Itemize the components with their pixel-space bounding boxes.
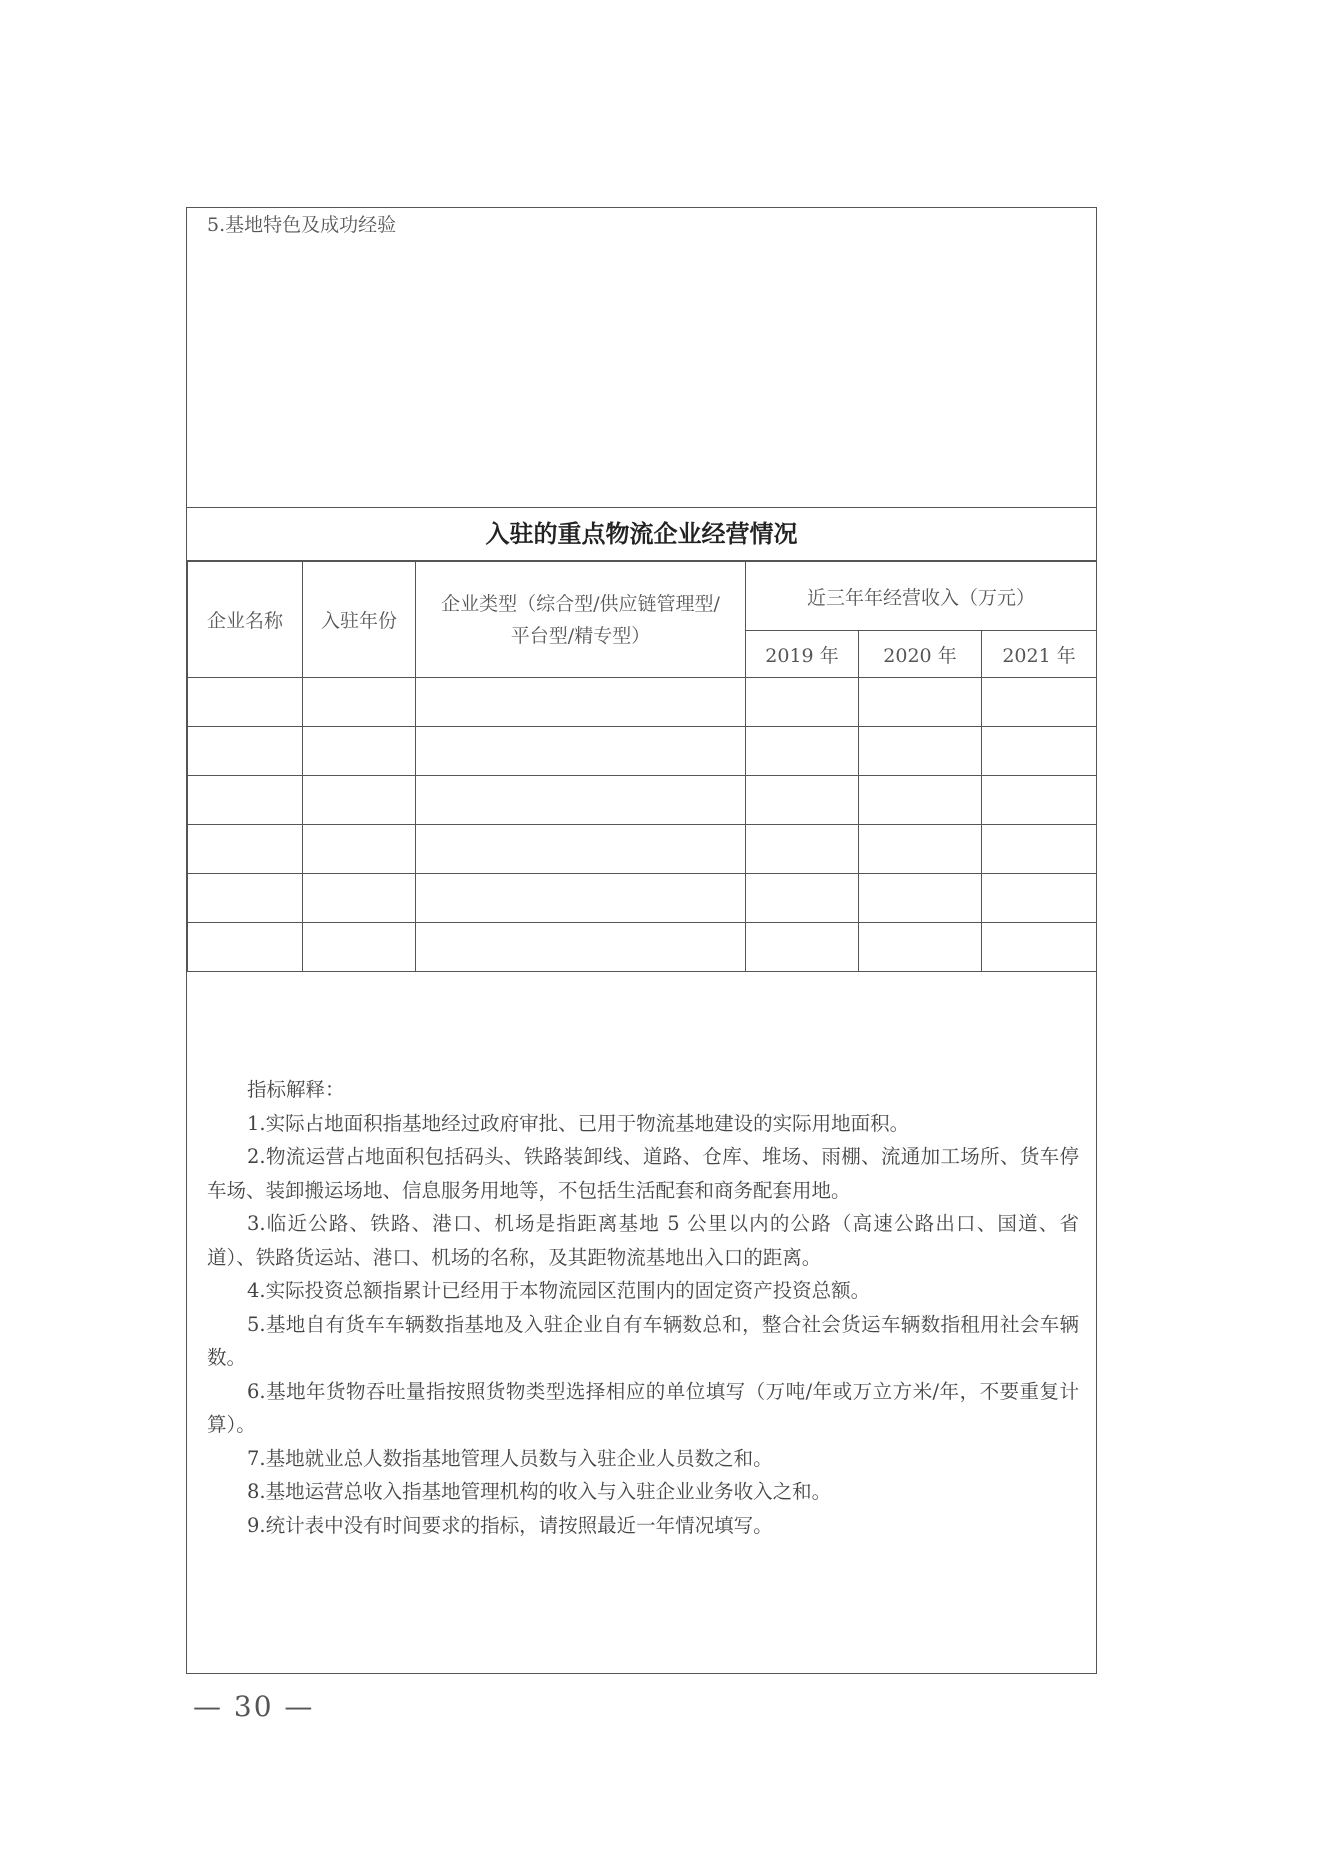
table-cell[interactable] [746,776,859,825]
note-item: 2.物流运营占地面积包括码头、铁路装卸线、道路、仓库、堆场、雨棚、流通加工场所、货车停车场、装卸搬运场地、信息服务用地等，不包括生活配套和商务配套用地。 [207,1145,1079,1202]
header-year-2019: 2019 年 [746,631,859,678]
table-cell[interactable] [303,825,416,874]
note-item: 9.统计表中没有时间要求的指标，请按照最近一年情况填写。 [247,1513,773,1537]
table-cell[interactable] [188,923,303,972]
section-5-box [187,208,1096,508]
table-cell[interactable] [859,776,982,825]
table-cell[interactable] [982,923,1097,972]
header-company-name: 企业名称 [188,562,303,678]
note-item: 7.基地就业总人数指基地管理人员数与入驻企业人员数之和。 [247,1446,773,1470]
header-year-2021: 2021 年 [982,631,1097,678]
table-cell[interactable] [859,727,982,776]
table-cell[interactable] [982,825,1097,874]
table-cell[interactable] [859,923,982,972]
table-cell[interactable] [416,678,746,727]
table-cell[interactable] [303,776,416,825]
table-title: 入驻的重点物流企业经营情况 [187,508,1096,561]
table-cell[interactable] [416,923,746,972]
table-cell[interactable] [982,776,1097,825]
table-row [188,874,1097,923]
table-cell[interactable] [188,727,303,776]
table-cell[interactable] [303,874,416,923]
section-5-label: 5.基地特色及成功经验 [207,214,397,236]
table-cell[interactable] [416,727,746,776]
header-revenue-group: 近三年年经营收入（万元） [746,562,1097,631]
table-cell[interactable] [303,923,416,972]
table-row [188,825,1097,874]
table-cell[interactable] [859,825,982,874]
table-cell[interactable] [746,727,859,776]
table-cell[interactable] [746,874,859,923]
table-row [188,678,1097,727]
table-cell[interactable] [416,874,746,923]
table-cell[interactable] [982,874,1097,923]
table-row [188,923,1097,972]
table-cell[interactable] [188,678,303,727]
table-cell[interactable] [188,874,303,923]
note-item: 3.临近公路、铁路、港口、机场是指距离基地 5 公里以内的公路（高速公路出口、国道、省道）、铁路货运站、港口、机场的名称，及其距物流基地出入口的距离。 [207,1212,1079,1269]
table-cell[interactable] [303,727,416,776]
note-item: 1.实际占地面积指基地经过政府审批、已用于物流基地建设的实际用地面积。 [247,1111,910,1135]
form-frame [186,207,1097,1674]
note-item: 8.基地运营总收入指基地管理机构的收入与入驻企业业务收入之和。 [247,1480,832,1503]
table-row [188,727,1097,776]
header-year-2020: 2020 年 [859,631,982,678]
indicator-notes [207,1073,1079,1542]
page-number: — 30 — [193,1690,315,1723]
table-cell[interactable] [982,678,1097,727]
notes-heading: 指标解释： [247,1078,345,1101]
note-item: 4.实际投资总额指累计已经用于本物流园区范围内的固定资产投资总额。 [247,1279,871,1302]
note-item: 5.基地自有货车车辆数指基地及入驻企业自有车辆数总和，整合社会货运车辆数指租用社会车辆数。 [207,1312,1079,1369]
enterprise-table [187,561,1097,972]
table-cell[interactable] [746,923,859,972]
table-cell[interactable] [416,776,746,825]
table-cell[interactable] [303,678,416,727]
table-cell[interactable] [188,825,303,874]
table-cell[interactable] [859,678,982,727]
header-company-type-text: 企业类型（综合型/供应链管理型/平台型/精专型） [441,592,720,647]
header-company-type [416,562,746,678]
table-cell[interactable] [859,874,982,923]
table-cell[interactable] [982,727,1097,776]
table-cell[interactable] [416,825,746,874]
header-entry-year: 入驻年份 [303,562,416,678]
table-cell[interactable] [188,776,303,825]
table-cell[interactable] [746,825,859,874]
note-item: 6.基地年货物吞吐量指按照货物类型选择相应的单位填写（万吨/年或万立方米/年，不要重复计算）。 [207,1379,1079,1436]
table-row [188,776,1097,825]
table-cell[interactable] [746,678,859,727]
